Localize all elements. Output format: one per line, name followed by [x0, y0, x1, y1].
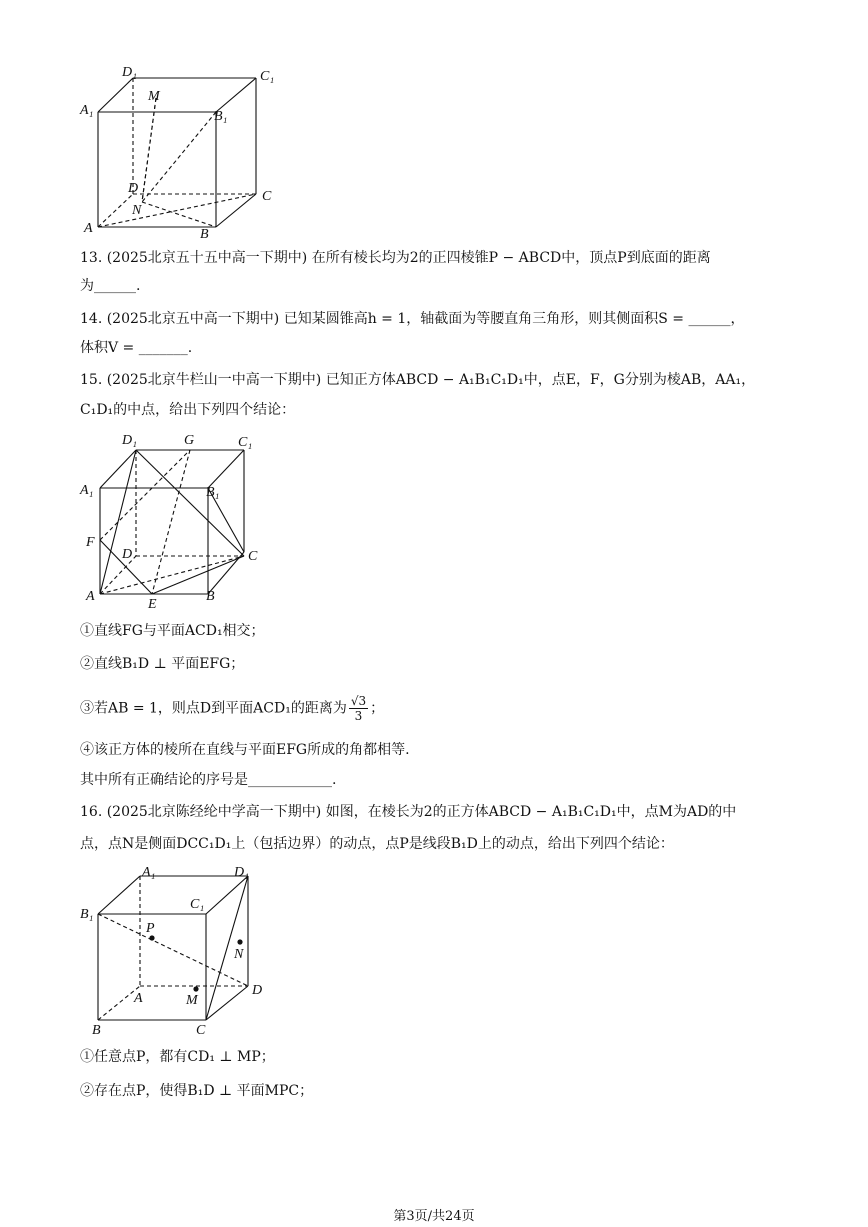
- label-B: B: [206, 589, 215, 604]
- label-C1: C₁: [260, 69, 275, 84]
- label-N: N: [132, 203, 142, 218]
- q15-ask: 其中所有正确结论的序号是____________.: [80, 772, 337, 788]
- label-D: D: [122, 547, 133, 562]
- label-D1: D₁: [122, 433, 137, 448]
- label-E: E: [148, 597, 157, 612]
- label-A: A: [86, 589, 95, 604]
- label-A: A: [84, 221, 93, 236]
- q13-line2: 为______.: [80, 278, 141, 294]
- label-A1: A₁: [80, 483, 94, 498]
- fraction-sqrt3-over-3: $\frac{√3}{3}$: [350, 694, 367, 723]
- label-D: D: [252, 983, 263, 998]
- page-footer: 第3页/共24页: [393, 1209, 475, 1224]
- q16-line1: 16. (2025北京陈经纶中学高一下期中) 如图，在棱长为2的正方体ABCD − A₁B₁C₁D₁中，点M为AD的中: [80, 804, 737, 820]
- label-N: N: [234, 947, 244, 962]
- label-G: G: [184, 433, 195, 448]
- label-P: P: [146, 921, 155, 936]
- q16-line2: 点，点N是侧面DCC₁D₁上（包括边界）的动点，点P是线段B₁D上的动点，给出下列四个结论：: [80, 836, 674, 852]
- label-D: D: [128, 181, 139, 196]
- label-B1: B₁: [80, 907, 94, 922]
- label-B1: B₁: [214, 109, 228, 124]
- q15-conclusion-4: ④该正方体的棱所在直线与平面EFG所成的角都相等.: [80, 742, 410, 758]
- label-M: M: [186, 993, 198, 1008]
- label-F: F: [86, 535, 95, 550]
- q13-line1: 13. (2025北京五十五中高一下期中) 在所有棱长均为2的正四棱锥P − ABCD中，顶点P到底面的距离: [80, 250, 711, 266]
- cube-figure-1: [76, 62, 296, 242]
- q15-conclusion-1: ①直线FG与平面ACD₁相交；: [80, 623, 265, 639]
- cube-figure-3: [76, 862, 276, 1042]
- label-C1: C₁: [190, 897, 205, 912]
- q15-line1: 15. (2025北京牛栏山一中高一下期中) 已知正方体ABCD − A₁B₁C₁D₁中，点E，F，G分别为棱AB，AA₁，: [80, 372, 756, 388]
- label-A1: A₁: [142, 865, 156, 880]
- label-B: B: [200, 227, 209, 242]
- q14-line1: 14. (2025北京五中高一下期中) 已知某圆锥高h = 1，轴截面为等腰直角三角形，则其侧面积S = ______，: [80, 311, 745, 327]
- label-M: M: [148, 89, 160, 104]
- label-C: C: [196, 1023, 206, 1038]
- q15-conclusion-2: ②直线B₁D ⊥ 平面EFG；: [80, 656, 245, 672]
- label-C: C: [248, 549, 258, 564]
- label-C: C: [262, 189, 272, 204]
- q15-line2: C₁D₁的中点，给出下列四个结论：: [80, 402, 296, 418]
- label-A: A: [134, 991, 143, 1006]
- q15-conclusion-3: ③若AB = 1，则点D到平面ACD₁的距离为 $\frac{√3}{3}$ ；: [80, 694, 385, 723]
- label-D1: D₁: [234, 865, 249, 880]
- q16-conclusion-2: ②存在点P，使得B₁D ⊥ 平面MPC；: [80, 1083, 314, 1099]
- label-B1: B₁: [206, 485, 220, 500]
- label-A1: A₁: [80, 103, 94, 118]
- cube-figure-2: [76, 428, 276, 614]
- q16-conclusion-1: ①任意点P，都有CD₁ ⊥ MP；: [80, 1049, 275, 1065]
- label-C1: C₁: [238, 435, 253, 450]
- label-D1: D₁: [122, 65, 137, 80]
- q14-line2: 体积V = _______.: [80, 340, 193, 356]
- label-B: B: [92, 1023, 101, 1038]
